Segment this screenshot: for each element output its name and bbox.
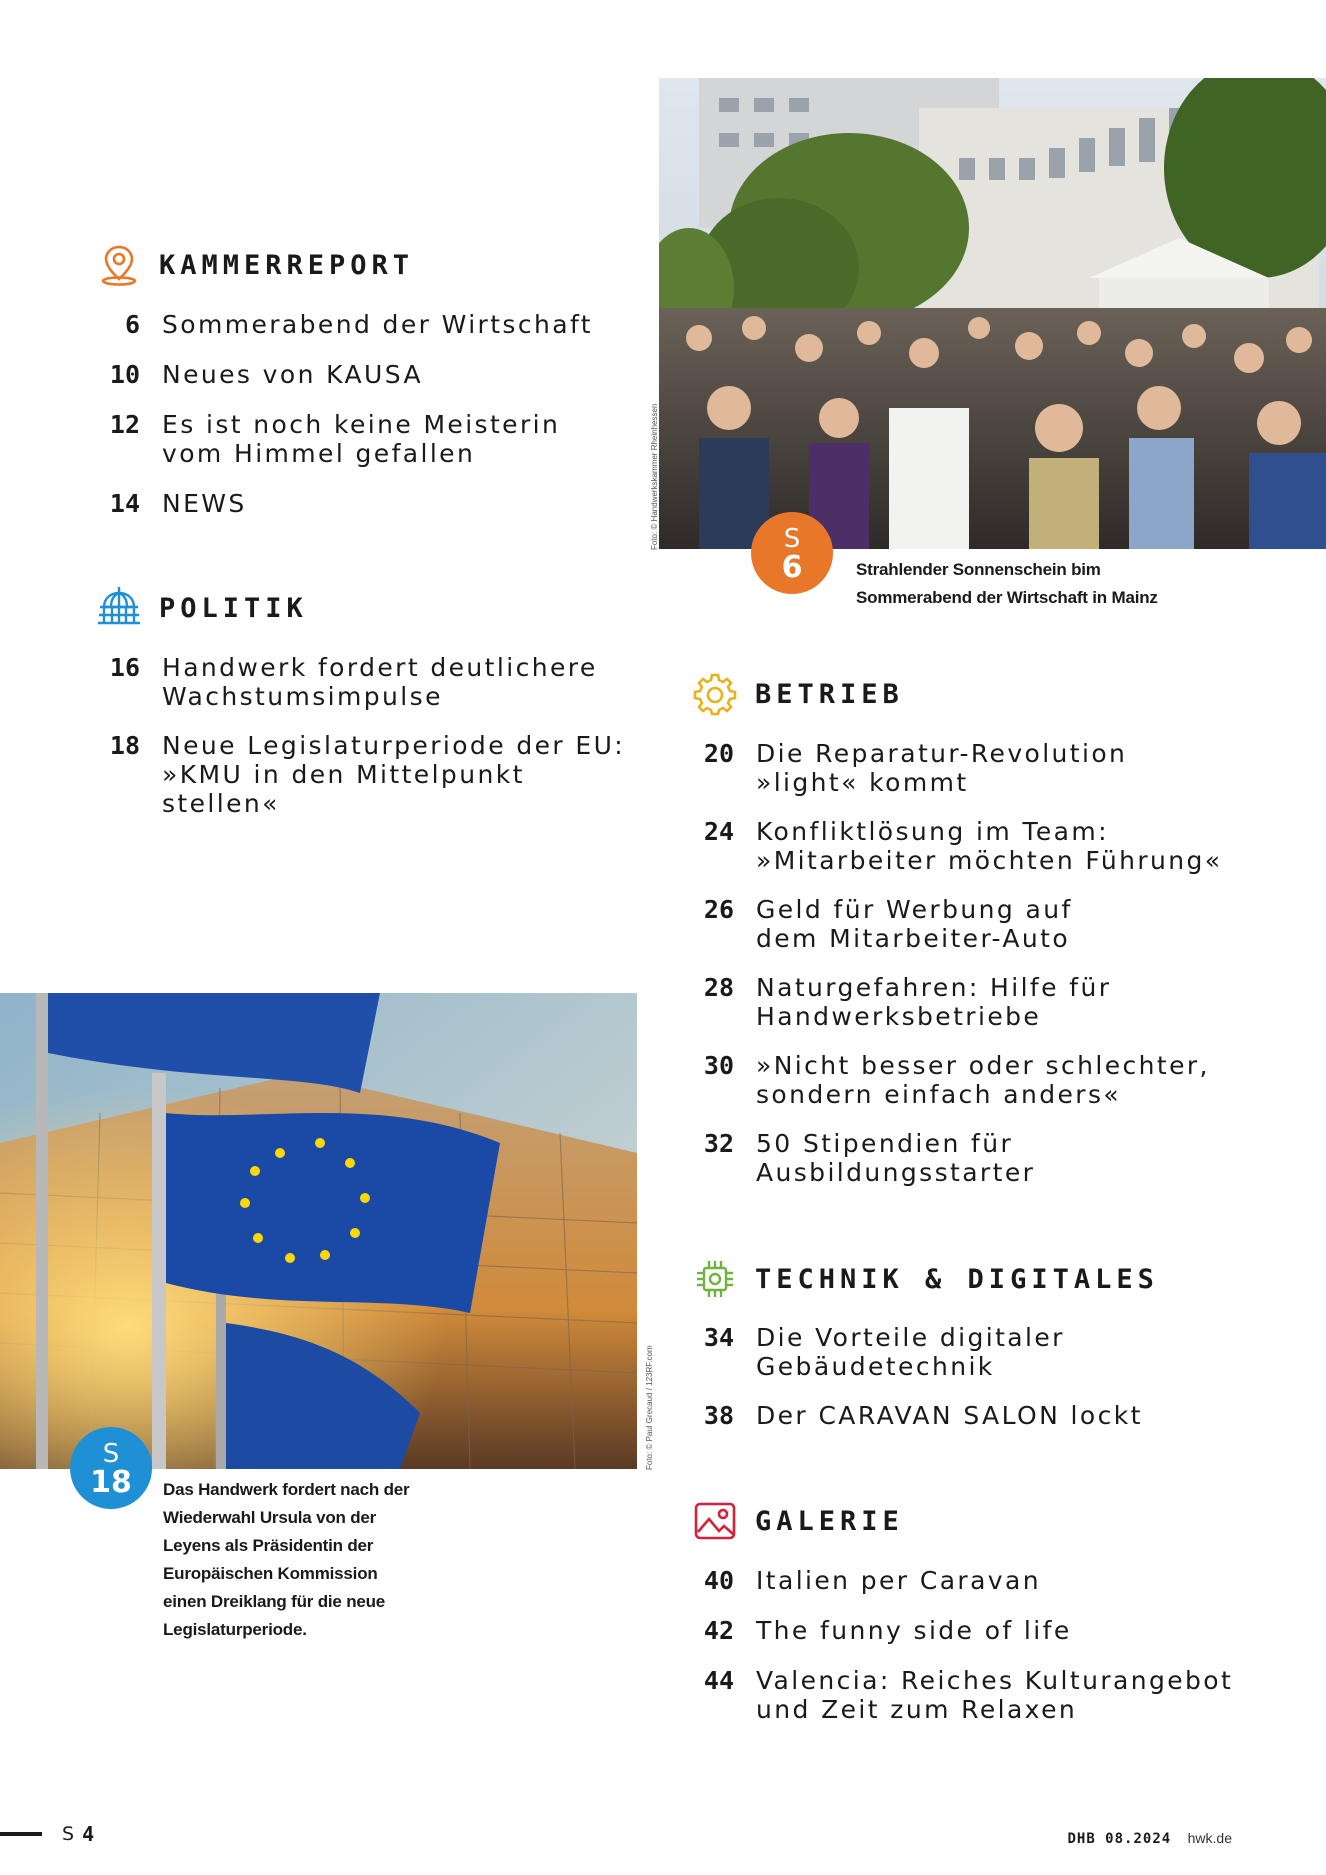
footer-rule <box>0 1832 42 1836</box>
toc-page-number: 30 <box>703 1051 734 1080</box>
footer-issue: DHB 08.2024 <box>1067 1831 1172 1847</box>
toc-title: Die Vorteile digitaler Gebäudetechnik <box>756 1323 1065 1381</box>
toc-page-number: 42 <box>703 1616 734 1645</box>
toc-page-number: 32 <box>703 1129 734 1158</box>
toc-page-number: 40 <box>703 1566 734 1595</box>
toc-title: Italien per Caravan <box>756 1566 1041 1595</box>
photo-credit: Foto: © Handwerkskammer Rheinhessen <box>650 403 659 550</box>
toc-title: Neue Legislaturperiode der EU: »KMU in den Mittelpunkt stellen« <box>162 731 626 818</box>
toc-page-number: 28 <box>703 973 734 1002</box>
section-heading-politik <box>94 583 308 633</box>
toc-title: Der CARAVAN SALON lockt <box>756 1401 1143 1430</box>
toc-title: Geld für Werbung auf dem Mitarbeiter-Auto <box>756 895 1073 953</box>
footer-issue-info <box>1067 1830 1232 1847</box>
toc-entry[interactable] <box>88 410 648 468</box>
toc-entry[interactable] <box>682 1051 1282 1109</box>
toc-entry[interactable] <box>682 1323 1282 1381</box>
toc-entry[interactable] <box>682 1616 1302 1645</box>
toc-technik <box>682 1323 1282 1430</box>
toc-page-number: 38 <box>703 1401 734 1430</box>
toc-page-number: 20 <box>703 739 734 768</box>
toc-entry[interactable] <box>682 1129 1282 1187</box>
section-title: BETRIEB <box>755 678 904 710</box>
photo-caption: Strahlender Sonnenschein bim Sommerabend der Wirtschaft in Mainz <box>856 560 1158 607</box>
section-title: TECHNIK & DIGITALES <box>755 1263 1159 1295</box>
toc-page-number: 6 <box>124 310 140 339</box>
section-heading-galerie <box>690 1496 904 1546</box>
section-heading-kammerreport <box>94 240 414 290</box>
toc-entry[interactable] <box>88 653 648 711</box>
footer-page-number: 4 <box>82 1822 95 1846</box>
section-heading-technik <box>690 1254 1159 1304</box>
toc-page-number: 16 <box>109 653 140 682</box>
footer-page-marker <box>0 1822 94 1846</box>
toc-page-number: 26 <box>703 895 734 924</box>
badge-s-label: S <box>102 1439 120 1469</box>
toc-page-number: 10 <box>109 360 140 389</box>
toc-galerie <box>682 1566 1302 1724</box>
badge-page-number: 6 <box>781 550 803 585</box>
page-badge[interactable] <box>751 512 833 594</box>
toc-title: The funny side of life <box>756 1616 1072 1645</box>
toc-title: Handwerk fordert deutlichere Wachstumsimpulse <box>162 653 598 711</box>
parliament-dome-icon <box>94 583 144 633</box>
toc-page-number: 44 <box>703 1666 734 1695</box>
toc-entry[interactable] <box>88 731 648 818</box>
section-title: POLITIK <box>159 592 308 624</box>
toc-title: Konfliktlösung im Team: »Mitarbeiter möchten Führung« <box>756 817 1223 875</box>
toc-entry[interactable] <box>88 489 648 518</box>
toc-page-number: 18 <box>109 731 140 760</box>
footer-site-link[interactable]: hwk.de <box>1187 1830 1232 1846</box>
photo-eu-flags <box>0 993 637 1469</box>
toc-title: Die Reparatur-Revolution »light« kommt <box>756 739 1128 797</box>
toc-page-number: 14 <box>109 489 140 518</box>
toc-entry[interactable] <box>682 895 1282 953</box>
toc-entry[interactable] <box>88 310 648 339</box>
toc-page-number: 12 <box>109 410 140 439</box>
toc-betrieb <box>682 739 1282 1187</box>
badge-page-number: 18 <box>90 1465 132 1500</box>
toc-title: »Nicht besser oder schlechter, sondern einfach anders« <box>756 1051 1210 1109</box>
toc-entry[interactable] <box>682 1666 1302 1724</box>
photo-credit: Foto: © Paul Grecaud / 123RF.com <box>645 1345 654 1470</box>
location-pin-icon <box>94 240 144 290</box>
toc-title: Naturgefahren: Hilfe für Handwerksbetriebe <box>756 973 1112 1031</box>
toc-politik <box>88 653 648 818</box>
toc-entry[interactable] <box>682 1401 1282 1430</box>
toc-entry[interactable] <box>682 739 1282 797</box>
gear-icon <box>690 669 740 719</box>
microchip-icon <box>690 1254 740 1304</box>
page-badge[interactable] <box>70 1427 152 1509</box>
footer-s-label: S <box>62 1823 75 1845</box>
toc-title: Valencia: Reiches Kulturangebot und Zeit zum Relaxen <box>756 1666 1234 1724</box>
toc-page-number: 24 <box>703 817 734 846</box>
section-heading-betrieb <box>690 669 904 719</box>
section-title: GALERIE <box>755 1505 904 1537</box>
toc-entry[interactable] <box>88 360 648 389</box>
toc-title: Neues von KAUSA <box>162 360 423 389</box>
badge-s-label: S <box>783 524 801 554</box>
toc-title: Sommerabend der Wirtschaft <box>162 310 593 339</box>
toc-title: NEWS <box>162 489 247 518</box>
toc-page-number: 34 <box>703 1323 734 1352</box>
photo-sommerabend <box>659 78 1326 549</box>
toc-title: Es ist noch keine Meisterin vom Himmel gefallen <box>162 410 561 468</box>
toc-entry[interactable] <box>682 973 1282 1031</box>
section-title: KAMMERREPORT <box>159 249 415 281</box>
picture-frame-icon <box>690 1496 740 1546</box>
toc-title: 50 Stipendien für Ausbildungsstarter <box>756 1129 1036 1187</box>
photo-caption: Das Handwerk fordert nach der Wiederwahl Ursula von der Leyens als Präsidentin der Europäischen Kommission einen Dreiklang für die neue Legislaturperiode. <box>163 1480 410 1639</box>
toc-kammerreport <box>88 310 648 518</box>
toc-entry[interactable] <box>682 817 1282 875</box>
toc-entry[interactable] <box>682 1566 1302 1595</box>
